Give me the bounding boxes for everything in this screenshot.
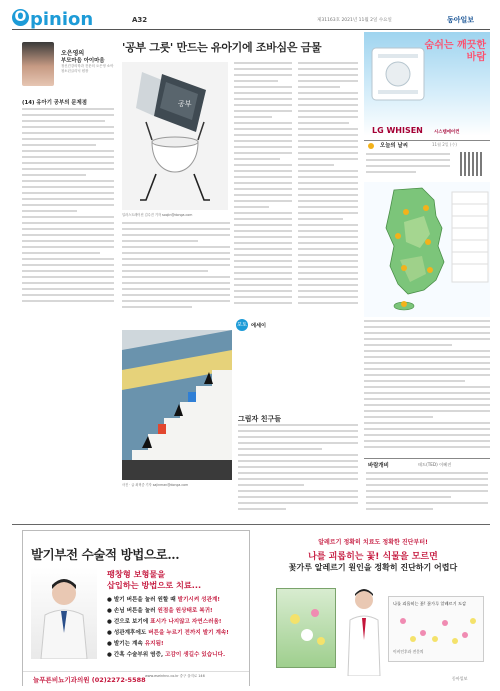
essay-title: 그림자 친구들 [238,414,282,423]
qr-code [460,152,484,176]
article-continued [364,320,490,452]
author-name: 오은영의 [61,50,85,57]
lg-logo: LG WHISEN [372,126,423,135]
ad2-doctor: 이비인후과 전문의 [393,649,424,654]
benefit-item: ● 간혹 수술부위 염증, 고감이 생길수 있습니다. [107,652,226,658]
series-title: (14) 유아기 공부의 문제점 [22,100,87,106]
illustration-caption: 일러스트레이션 김수진 기자 soojin@donga.com [122,213,193,217]
ad1-footer [23,671,249,686]
book-cover [276,588,336,668]
page-number: A32 [132,16,148,24]
benefit-item: ● 걷으로 보기에 표시가 나지않고 자연스러움! [107,619,222,625]
svg-text:공부: 공부 [178,100,192,108]
article-illustration [122,62,228,210]
article-body-col3 [298,62,358,312]
clinic-url[interactable]: www.eseinhnc.co.kr 중구 을지로 146 [145,674,205,678]
ad2-headline: 나를 괴롭히는 꽃! 식물을 모르면 [308,552,438,562]
ad-sub: 시스템에어컨 [434,130,460,135]
doctor-figure [344,586,384,676]
photo-stairs-shadows [122,330,232,480]
ad1-sub2: 삽입하는 방법으로 치료... [107,580,202,590]
ad-divider [12,524,490,525]
issue-info: 제31163호 2021년 11월 2일 수요일 [317,18,392,23]
allergy-book-ad[interactable] [256,530,490,686]
section-title [12,9,93,30]
clinic-phone[interactable]: 늘푸른비뇨기과의원 (02)2272-5588 [33,676,146,684]
ad1-sub1: 팽창형 보형물을 [107,569,166,579]
headline: '공부 그릇' 만드는 유아기에 조바심은 금물 [122,41,322,54]
article-body-col1 [22,108,114,308]
benefit-item: ● 발기 버튼을 눌러 원할 때 발기시켜 성관계! [107,597,220,603]
column-header [364,458,490,459]
essay-body [238,424,358,514]
ad1-benefits [107,595,247,661]
benefit-item: ● 손님 버튼을 눌러 원점을 원상태로 복귀! [107,608,213,614]
column-body [366,472,488,520]
clinic-ad[interactable] [22,530,250,686]
author-photo [22,42,54,86]
ad2-book-title: 나를 괴롭히는 꽃! 꽃가루 알레르기 도감 [393,601,467,606]
photo-caption: 사진 · 글 최혁중 기자 sajinman@donga.com [122,483,189,487]
article-body-col1b [122,222,230,312]
ad1-subheading [107,569,201,591]
ad2-subheadline: 꽃가루 알레르기 원인을 정확히 진단하기 어렵다 [288,563,458,572]
weather-text [366,153,450,179]
column-author: 테드(TED) 이혜진 [418,462,452,467]
weather-title: 오늘의 날씨 [380,143,408,149]
ad2-pretitle: 알레르기 정확히 치료도 정확한 진단부터! [318,539,428,546]
benefit-item: ● 발기는 계속 유지됨! [107,641,164,647]
essay-label: 에세이 [251,323,267,329]
author-desc: 정신건강의학과 전문의 오은영 소아청소년클리닉 원장 [61,64,114,73]
column-title: 부모마음 아이마음 [61,58,105,64]
doctor-photo [31,567,97,659]
ad2-footer: 동아일보 [452,676,468,681]
newspaper-name: 동아일보 [447,16,475,24]
weather-date: 11월 2일 (수) [432,142,457,147]
section-initial: O [12,9,29,26]
benefit-item: ● 성관계후에도 버튼을 누르기 전까지 발기 계속! [107,630,229,636]
ad-slogan: 숨쉬는 깨끗한 바람 [424,40,486,63]
section-label: pinion [30,9,94,30]
column-title-pinwheel: 바람개비 [368,463,389,469]
sun-icon [366,141,376,151]
lg-whisen-ad[interactable] [364,32,490,136]
article-body-col2 [234,62,292,312]
ad2-info-box [388,596,484,662]
ad1-headline: 발기부전 수술적 방법으로... [31,547,180,562]
page-header [12,6,490,30]
weather-map [364,182,490,317]
photo-tag: 포토 [236,319,248,331]
